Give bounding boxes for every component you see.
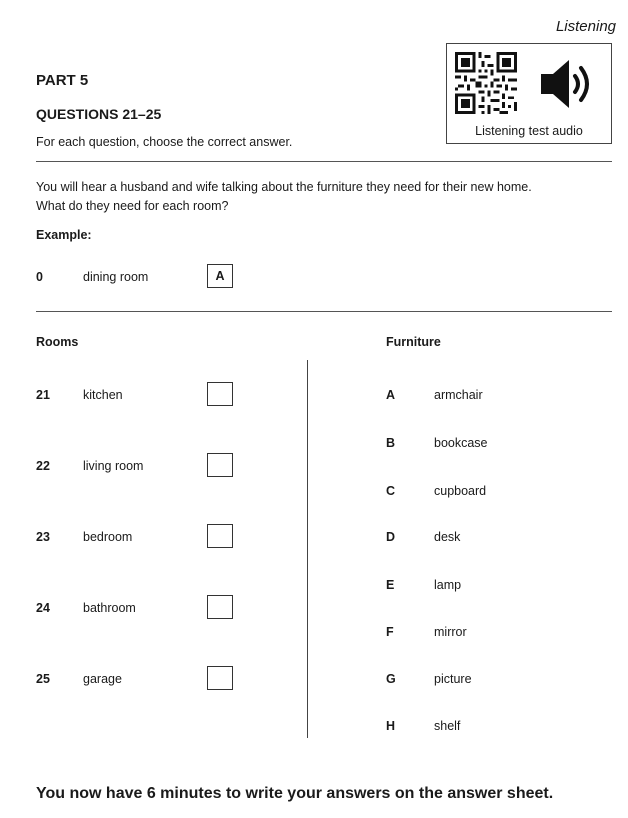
option-item: bookcase — [434, 436, 488, 450]
question-number: 22 — [36, 459, 50, 473]
option-item: mirror — [434, 625, 467, 639]
rooms-heading: Rooms — [36, 335, 79, 349]
answer-box-22[interactable] — [207, 453, 233, 477]
divider-top — [36, 161, 612, 162]
question-number: 21 — [36, 388, 50, 402]
furniture-heading: Furniture — [386, 335, 441, 349]
example-answer-box: A — [207, 264, 233, 288]
room-label: bathroom — [83, 601, 136, 615]
speaker-icon[interactable] — [539, 56, 597, 112]
option-letter: E — [386, 578, 395, 592]
divider-middle — [36, 311, 612, 312]
answer-box-21[interactable] — [207, 382, 233, 406]
section-label: Listening — [555, 18, 616, 35]
question-number: 25 — [36, 672, 50, 686]
question-number: 23 — [36, 530, 50, 544]
questions-range: QUESTIONS 21–25 — [36, 106, 162, 122]
answer-box-24[interactable] — [207, 595, 233, 619]
option-item: shelf — [434, 719, 461, 733]
instruction-text: For each question, choose the correct answer. — [36, 135, 293, 149]
option-letter: F — [386, 625, 394, 639]
option-item: lamp — [434, 578, 462, 592]
option-item: picture — [434, 672, 472, 686]
audio-panel[interactable] — [446, 43, 612, 144]
answer-box-25[interactable] — [207, 666, 233, 690]
option-item: desk — [434, 530, 461, 544]
footer-instruction: You now have 6 minutes to write your answers on the answer sheet. — [36, 785, 554, 802]
option-letter: D — [386, 530, 396, 544]
option-letter: A — [386, 388, 396, 402]
part-title: PART 5 — [36, 72, 89, 89]
answer-box-23[interactable] — [207, 524, 233, 548]
example-label: Example: — [36, 228, 92, 242]
column-divider — [307, 360, 308, 738]
room-label: garage — [83, 672, 122, 686]
option-item: armchair — [434, 388, 483, 402]
room-label: bedroom — [83, 530, 133, 544]
audio-caption: Listening test audio — [475, 124, 583, 138]
option-letter: B — [386, 436, 396, 450]
example-room: dining room — [83, 270, 149, 284]
option-letter: G — [386, 672, 396, 686]
option-item: cupboard — [434, 484, 487, 498]
intro-line-2: What do they need for each room? — [36, 199, 229, 213]
question-number: 24 — [36, 601, 50, 615]
intro-line-1: You will hear a husband and wife talking about the furniture they need for their new home. — [36, 180, 532, 194]
room-label: living room — [83, 459, 144, 473]
option-letter: H — [386, 719, 396, 733]
qr-code-icon[interactable] — [455, 52, 517, 114]
option-letter: C — [386, 484, 396, 498]
example-number: 0 — [36, 270, 43, 284]
room-label: kitchen — [83, 388, 123, 402]
